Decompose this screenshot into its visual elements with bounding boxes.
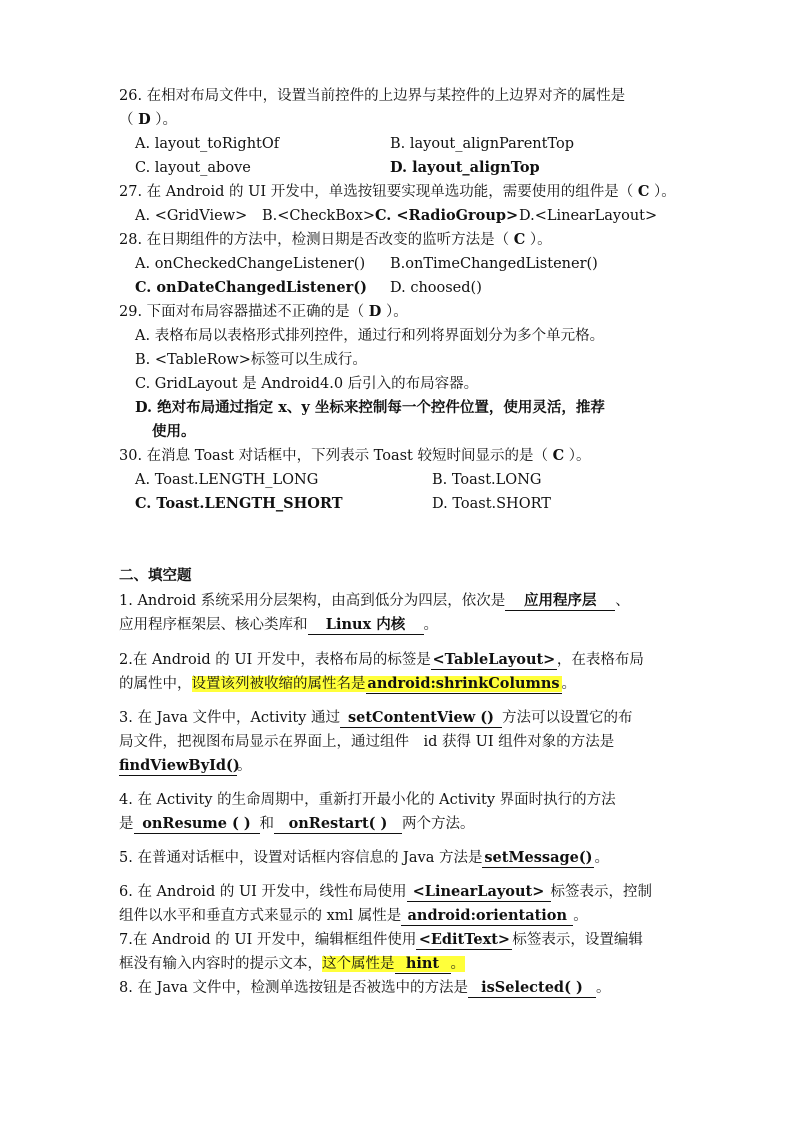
q26-paren-close: ）。: [150, 112, 178, 128]
q29-answer: D: [368, 303, 382, 320]
q29-stem: [119, 302, 408, 322]
fill-7-blank-1: <EditText>: [416, 931, 512, 950]
fill-4-text: 是: [119, 816, 134, 832]
q27-stem: [119, 182, 676, 202]
fill-2-blank-1: <TableLayout>: [432, 651, 556, 668]
fill-5-end: 。: [594, 850, 609, 866]
fill-8-end: 。: [595, 980, 611, 996]
fill-6-line-2: [119, 906, 588, 926]
q29-stem-end: ）。: [381, 304, 408, 320]
q30-option-d: D. Toast.SHORT: [432, 496, 551, 512]
q28-stem-end: ）。: [525, 232, 552, 248]
fill-7-end: 。: [450, 956, 465, 972]
fill-8-line-1: [119, 978, 610, 998]
q27-stem-text: 27. 在 Android 的 UI 开发中，单选按钮要实现单选功能，需要使用的组件是（: [119, 184, 638, 200]
q26-option-d: D. layout_alignTop: [390, 159, 540, 176]
q30-option-a: A. Toast.LENGTH_LONG: [135, 472, 319, 488]
q28-answer: C: [513, 231, 526, 248]
fill-3-blank-1: setContentView (): [340, 709, 502, 728]
section-heading-fill-in: 二、填空题: [119, 567, 192, 584]
q30-answer: C: [552, 447, 565, 464]
fill-3-blank-2: findViewById(): [119, 757, 240, 774]
fill-5-line-1: [119, 848, 609, 868]
q30-stem-end: ）。: [564, 448, 591, 464]
fill-1-line-1: [119, 591, 630, 611]
fill-7-text: 7.在 Android 的 UI 开发中，编辑框组件使用: [119, 932, 417, 948]
q30-option-b: B. Toast.LONG: [432, 472, 542, 488]
fill-6-text: 6. 在 Android 的 UI 开发中，线性布局使用: [119, 884, 407, 900]
q28-option-a: A. onCheckedChangeListener(): [135, 256, 366, 272]
q27-option-c: C. <RadioGroup>: [375, 207, 519, 224]
fill-2-highlight: [192, 676, 562, 692]
q29-option-a: A. 表格布局以表格形式排列控件，通过行和列将界面划分为多个单元格。: [135, 328, 605, 344]
fill-1-sep: 、: [615, 593, 630, 609]
fill-4-line-1: 4. 在 Activity 的生命周期中，重新打开最小化的 Activity 界面时执行的方法: [119, 792, 616, 808]
fill-6-end: 。: [573, 908, 588, 924]
fill-1-text: 1. Android 系统采用分层架构，由高到低分为四层，依次是: [119, 593, 506, 609]
fill-4-text-mid: 和: [259, 816, 274, 832]
q26-option-a: A. layout_toRightOf: [135, 136, 280, 152]
fill-2-text: 2.在 Android 的 UI 开发中，表格布局的标签是: [119, 652, 431, 668]
q29-option-d-continued: 使用。: [152, 423, 196, 440]
q27-answer: C: [637, 183, 650, 200]
fill-8-text: 8. 在 Java 文件中，检测单选按钮是否被选中的方法是: [119, 980, 468, 996]
fill-2-text-2: 的属性中，: [119, 676, 192, 692]
fill-7-text-mid: 标签表示，设置编辑: [512, 932, 643, 948]
fill-5-blank-1: setMessage(): [484, 849, 593, 866]
fill-7-highlight-text: 这个属性是: [322, 956, 395, 972]
fill-4-line-2: [119, 814, 475, 834]
fill-3-line-3: [119, 756, 252, 776]
q27-option-d: D.<LinearLayout>: [519, 208, 658, 224]
fill-1-end: 。: [423, 617, 438, 633]
fill-5-text: 5. 在普通对话框中，设置对话框内容信息的 Java 方法是: [119, 850, 483, 866]
fill-2-line-1: [119, 650, 644, 670]
q26-option-b: B. layout_alignParentTop: [390, 136, 575, 152]
fill-6-text-mid: 标签表示，控制: [550, 884, 652, 900]
fill-8-blank-1: isSelected( ): [468, 979, 596, 998]
fill-7-line-2: [119, 954, 465, 974]
fill-4-end: 两个方法。: [402, 816, 475, 832]
q28-stem-text: 28. 在日期组件的方法中，检测日期是否改变的监听方法是（: [119, 232, 514, 248]
fill-4-blank-1: onResume ( ): [134, 815, 260, 834]
fill-7-highlight: [322, 956, 465, 972]
q28-option-d: D. choosed(): [390, 280, 482, 296]
q30-stem-text: 30. 在消息 Toast 对话框中，下列表示 Toast 较短时间显示的是（: [119, 448, 553, 464]
fill-7-blank-2: hint: [395, 955, 451, 974]
q28-option-c: C. onDateChangedListener(): [135, 279, 367, 296]
fill-2-highlight-text: 设置该列被收缩的属性名是: [191, 676, 366, 692]
fill-7-line-1: [119, 930, 643, 950]
q30-option-c: C. Toast.LENGTH_SHORT: [135, 495, 343, 512]
q26-paren-open: （: [119, 112, 139, 128]
fill-3-text: 3. 在 Java 文件中，Activity 通过: [119, 710, 340, 726]
fill-3-text-mid: 方法可以设置它的布: [501, 710, 633, 726]
fill-1-blank-1: 应用程序层: [505, 592, 615, 611]
q26-answer: D: [138, 111, 151, 128]
fill-4-blank-2: onRestart( ): [274, 815, 402, 834]
fill-2-line-2: [119, 674, 576, 694]
fill-6-blank-1: <LinearLayout>: [407, 883, 551, 902]
fill-2-end: 。: [561, 676, 576, 692]
q29-stem-text: 29. 下面对布局容器描述不正确的是（: [119, 304, 369, 320]
fill-3-end: 。: [237, 758, 252, 774]
fill-6-line-1: [119, 882, 652, 902]
q26-stem-text: 26. 在相对布局文件中，设置当前控件的上边界与某控件的上边界对齐的属性是: [119, 88, 626, 104]
fill-2-text-mid: ，在表格布局: [556, 652, 644, 668]
q26-answer-line: [119, 110, 177, 130]
fill-6-text-2: 组件以水平和垂直方式来显示的 xml 属性是: [119, 908, 402, 924]
q27-option-b: B.<CheckBox>: [262, 208, 376, 224]
q27-stem-end: ）。: [649, 184, 676, 200]
fill-3-line-1: [119, 708, 632, 728]
q26-stem: [119, 86, 625, 106]
q28-option-b: B.onTimeChangedListener(): [390, 256, 598, 272]
fill-1-blank-2: Linux 内核: [308, 616, 424, 635]
fill-2-blank-2: android:shrinkColumns: [367, 675, 560, 692]
q27-option-a: A. <GridView>: [135, 208, 248, 224]
fill-1-text-2: 应用程序框架层、核心类库和: [119, 617, 308, 633]
fill-1-line-2: [119, 615, 438, 635]
q29-option-c: C. GridLayout 是 Android4.0 后引入的布局容器。: [135, 376, 479, 392]
q28-stem: [119, 230, 552, 250]
q29-option-b: B. <TableRow>标签可以生成行。: [135, 352, 367, 368]
q30-stem: [119, 446, 591, 466]
fill-3-line-2: 局文件，把视图布局显示在界面上，通过组件 id 获得 UI 组件对象的方法是: [119, 734, 615, 750]
q29-option-d: D. 绝对布局通过指定 x、y 坐标来控制每一个控件位置，使用灵活，推荐: [135, 399, 605, 416]
q26-option-c: C. layout_above: [135, 160, 251, 176]
fill-6-blank-2: android:orientation: [401, 907, 573, 926]
fill-7-text-2: 框没有输入内容时的提示文本，: [119, 956, 322, 972]
